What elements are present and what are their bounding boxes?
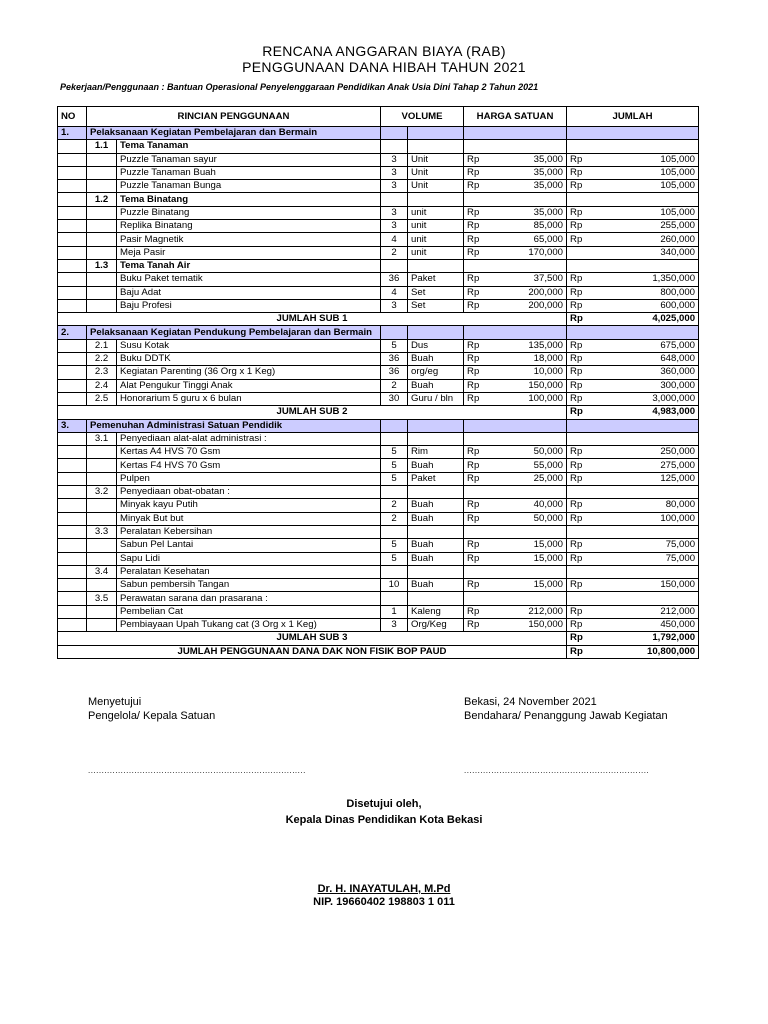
item-name: Replika Binatang: [117, 220, 381, 233]
section-title: Pelaksanaan Kegiatan Pendukung Pembelajaran dan Bermain: [87, 326, 381, 339]
table-row: [58, 273, 699, 286]
item-name: Kertas A4 HVS 70 Gsm: [117, 446, 381, 459]
item-price: 40,000: [508, 499, 567, 512]
item-qty: 4: [381, 233, 408, 246]
item-qty: 3: [381, 153, 408, 166]
section-title: Pemenuhan Administrasi Satuan Pendidik: [87, 419, 381, 432]
table-row: [58, 366, 699, 379]
table-row: [58, 246, 699, 259]
item-total: 212,000: [597, 605, 699, 618]
item-unit: Unit: [408, 153, 464, 166]
approved-by-label: Disetujui oleh,: [346, 798, 422, 810]
item-price: 37,500: [508, 273, 567, 286]
total-currency: Rp: [567, 618, 597, 631]
item-unit: Set: [408, 299, 464, 312]
total-currency: Rp: [567, 220, 597, 233]
group-title: Tema Binatang: [117, 193, 381, 206]
document-title: RENCANA ANGGARAN BIAYA (RAB): [262, 43, 506, 59]
total-currency: Rp: [567, 286, 597, 299]
item-qty: 5: [381, 552, 408, 565]
item-total: 800,000: [597, 286, 699, 299]
item-qty: 2: [381, 246, 408, 259]
section-number: 3.: [58, 419, 87, 432]
item-name: Honorarium 5 guru x 6 bulan: [117, 392, 381, 405]
item-total: 600,000: [597, 299, 699, 312]
total-currency: Rp: [567, 579, 597, 592]
table-row: [58, 512, 699, 525]
item-total: 100,000: [597, 512, 699, 525]
subtotal-row: [58, 313, 699, 326]
item-qty: 5: [381, 472, 408, 485]
item-name: Puzzle Tanaman Bunga: [117, 180, 381, 193]
item-name: Buku DDTK: [117, 353, 381, 366]
group-number: 3.4: [87, 565, 117, 578]
item-price: 100,000: [508, 392, 567, 405]
table-row: [58, 286, 699, 299]
item-name: Buku Paket tematik: [117, 273, 381, 286]
subtotal-label: JUMLAH SUB 1: [58, 313, 567, 326]
item-unit: Buah: [408, 552, 464, 565]
row-number: 2.4: [87, 379, 117, 392]
item-name: Puzzle Tanaman sayur: [117, 153, 381, 166]
total-currency: Rp: [567, 206, 597, 219]
price-currency: Rp: [464, 499, 508, 512]
total-currency: Rp: [567, 379, 597, 392]
section-header-row: [58, 127, 699, 140]
price-currency: Rp: [464, 353, 508, 366]
table-row: [58, 153, 699, 166]
total-currency: Rp: [567, 539, 597, 552]
subtotal-row: [58, 406, 699, 419]
section-number: 1.: [58, 127, 87, 140]
item-total: 250,000: [597, 446, 699, 459]
item-qty: 36: [381, 273, 408, 286]
item-unit: Buah: [408, 512, 464, 525]
item-name: Susu Kotak: [117, 339, 381, 352]
subtotal-value: 4,983,000: [597, 406, 699, 419]
item-unit: Buah: [408, 459, 464, 472]
col-header-no: NO: [58, 107, 87, 127]
group-number: 1.3: [87, 259, 117, 272]
item-total: 360,000: [597, 366, 699, 379]
item-total: 80,000: [597, 499, 699, 512]
group-title: Tema Tanah Air: [117, 259, 381, 272]
total-currency: Rp: [567, 392, 597, 405]
item-unit: Guru / bln: [408, 392, 464, 405]
total-currency: Rp: [567, 233, 597, 246]
item-qty: 3: [381, 206, 408, 219]
item-total: 260,000: [597, 233, 699, 246]
item-unit: Buah: [408, 379, 464, 392]
item-qty: 3: [381, 299, 408, 312]
item-name: Sabun Pel Lantai: [117, 539, 381, 552]
group-title: Peralatan Kebersihan: [117, 525, 381, 538]
grand-total-value: 10,800,000: [597, 645, 699, 658]
section-title: Pelaksanaan Kegiatan Pembelajaran dan Bermain: [87, 127, 381, 140]
total-currency: Rp: [567, 299, 597, 312]
item-unit: unit: [408, 233, 464, 246]
table-row: [58, 579, 699, 592]
total-currency: Rp: [567, 459, 597, 472]
item-qty: 3: [381, 166, 408, 179]
item-unit: Buah: [408, 353, 464, 366]
price-currency: Rp: [464, 446, 508, 459]
table-header-row: [58, 107, 699, 127]
item-name: Kegiatan Parenting (36 Org x 1 Keg): [117, 366, 381, 379]
item-price: 135,000: [508, 339, 567, 352]
group-number: 3.1: [87, 432, 117, 445]
subtotal-value: 1,792,000: [597, 632, 699, 645]
price-currency: Rp: [464, 246, 508, 259]
item-price: 200,000: [508, 286, 567, 299]
price-currency: Rp: [464, 605, 508, 618]
item-unit: Unit: [408, 180, 464, 193]
item-name: Pulpen: [117, 472, 381, 485]
group-title: Penyediaan obat-obatan :: [117, 486, 381, 499]
item-total: 340,000: [597, 246, 699, 259]
section-header-row: [58, 419, 699, 432]
table-row: [58, 180, 699, 193]
item-total: 3,000,000: [597, 392, 699, 405]
item-unit: unit: [408, 220, 464, 233]
item-total: 105,000: [597, 180, 699, 193]
total-currency: [567, 246, 597, 259]
table-row: [58, 206, 699, 219]
group-header-row: [58, 486, 699, 499]
item-total: 675,000: [597, 339, 699, 352]
group-title: Tema Tanaman: [117, 140, 381, 153]
subtotal-currency: Rp: [567, 632, 597, 645]
item-unit: Buah: [408, 499, 464, 512]
price-currency: Rp: [464, 166, 508, 179]
price-currency: Rp: [464, 539, 508, 552]
item-price: 170,000: [508, 246, 567, 259]
item-price: 15,000: [508, 539, 567, 552]
group-header-row: [58, 592, 699, 605]
item-total: 105,000: [597, 206, 699, 219]
item-qty: 5: [381, 339, 408, 352]
total-currency: Rp: [567, 366, 597, 379]
item-qty: 36: [381, 353, 408, 366]
price-currency: Rp: [464, 366, 508, 379]
total-currency: Rp: [567, 605, 597, 618]
item-name: Baju Adat: [117, 286, 381, 299]
item-unit: Buah: [408, 579, 464, 592]
item-total: 300,000: [597, 379, 699, 392]
total-currency: Rp: [567, 166, 597, 179]
section-number: 2.: [58, 326, 87, 339]
price-currency: Rp: [464, 618, 508, 631]
item-name: Pasir Magnetik: [117, 233, 381, 246]
item-unit: Kaleng: [408, 605, 464, 618]
item-qty: 1: [381, 605, 408, 618]
item-price: 15,000: [508, 552, 567, 565]
price-currency: Rp: [464, 180, 508, 193]
subtotal-value: 4,025,000: [597, 313, 699, 326]
item-qty: 4: [381, 286, 408, 299]
item-unit: unit: [408, 206, 464, 219]
signatory-role-left: Pengelola/ Kepala Satuan: [88, 710, 216, 722]
item-total: 75,000: [597, 552, 699, 565]
subtotal-row: [58, 632, 699, 645]
item-unit: Paket: [408, 472, 464, 485]
item-name: Sapu Lidi: [117, 552, 381, 565]
subtotal-currency: Rp: [567, 313, 597, 326]
item-qty: 36: [381, 366, 408, 379]
total-currency: Rp: [567, 499, 597, 512]
item-price: 65,000: [508, 233, 567, 246]
group-number: 3.3: [87, 525, 117, 538]
col-header-total: JUMLAH: [567, 107, 699, 127]
col-header-description: RINCIAN PENGGUNAAN: [87, 107, 381, 127]
total-currency: Rp: [567, 353, 597, 366]
item-price: 200,000: [508, 299, 567, 312]
table-row: [58, 605, 699, 618]
total-currency: Rp: [567, 472, 597, 485]
price-currency: Rp: [464, 299, 508, 312]
item-price: 85,000: [508, 220, 567, 233]
item-price: 150,000: [508, 379, 567, 392]
item-name: Baju Profesi: [117, 299, 381, 312]
total-currency: Rp: [567, 339, 597, 352]
price-currency: Rp: [464, 339, 508, 352]
item-qty: 30: [381, 392, 408, 405]
item-total: 105,000: [597, 153, 699, 166]
group-number: 3.2: [87, 486, 117, 499]
item-qty: 5: [381, 446, 408, 459]
approver-title: Kepala Dinas Pendidikan Kota Bekasi: [285, 814, 483, 826]
total-currency: Rp: [567, 180, 597, 193]
group-header-row: [58, 525, 699, 538]
approver-name: Dr. H. INAYATULAH, M.Pd: [317, 883, 451, 895]
item-total: 75,000: [597, 539, 699, 552]
price-currency: Rp: [464, 472, 508, 485]
table-row: [58, 220, 699, 233]
section-header-row: [58, 326, 699, 339]
table-row: [58, 499, 699, 512]
group-header-row: [58, 432, 699, 445]
subtotal-currency: Rp: [567, 406, 597, 419]
price-currency: Rp: [464, 459, 508, 472]
item-total: 275,000: [597, 459, 699, 472]
grand-total-label: JUMLAH PENGGUNAAN DANA DAK NON FISIK BOP PAUD: [58, 645, 567, 658]
total-currency: Rp: [567, 512, 597, 525]
table-row: [58, 233, 699, 246]
item-price: 35,000: [508, 180, 567, 193]
item-name: Puzzle Tanaman Buah: [117, 166, 381, 179]
item-price: 150,000: [508, 618, 567, 631]
signature-line-right: ....................................................................: [464, 766, 650, 775]
item-qty: 3: [381, 618, 408, 631]
item-price: 10,000: [508, 366, 567, 379]
price-currency: Rp: [464, 552, 508, 565]
group-header-row: [58, 259, 699, 272]
table-row: [58, 166, 699, 179]
item-unit: Buah: [408, 539, 464, 552]
item-total: 450,000: [597, 618, 699, 631]
group-header-row: [58, 140, 699, 153]
item-total: 648,000: [597, 353, 699, 366]
item-price: 50,000: [508, 446, 567, 459]
group-title: Perawatan sarana dan prasarana :: [117, 592, 381, 605]
col-header-unit-price: HARGA SATUAN: [464, 107, 567, 127]
group-header-row: [58, 193, 699, 206]
total-currency: Rp: [567, 153, 597, 166]
group-header-row: [58, 565, 699, 578]
price-currency: Rp: [464, 379, 508, 392]
item-name: Puzzle Binatang: [117, 206, 381, 219]
item-name: Meja Pasir: [117, 246, 381, 259]
row-number: 2.3: [87, 366, 117, 379]
item-price: 25,000: [508, 472, 567, 485]
item-qty: 2: [381, 512, 408, 525]
table-row: [58, 459, 699, 472]
total-currency: Rp: [567, 552, 597, 565]
group-number: 1.1: [87, 140, 117, 153]
table-row: [58, 552, 699, 565]
item-name: Minyak kayu Putih: [117, 499, 381, 512]
approver-nip: NIP. 19660402 198803 1 011: [313, 896, 455, 908]
row-number: 2.5: [87, 392, 117, 405]
row-number: 2.1: [87, 339, 117, 352]
price-currency: Rp: [464, 512, 508, 525]
group-title: Peralatan Kesehatan: [117, 565, 381, 578]
grand-total-row: [58, 645, 699, 658]
total-currency: Rp: [567, 273, 597, 286]
item-unit: Rim: [408, 446, 464, 459]
item-name: Minyak But but: [117, 512, 381, 525]
budget-table: [57, 106, 699, 659]
item-qty: 3: [381, 220, 408, 233]
signature-line-left: ................................................................................: [88, 766, 306, 775]
item-qty: 2: [381, 379, 408, 392]
item-price: 212,000: [508, 605, 567, 618]
item-qty: 5: [381, 459, 408, 472]
budget-table-body: [58, 127, 699, 659]
price-currency: Rp: [464, 233, 508, 246]
item-qty: 2: [381, 499, 408, 512]
col-header-volume: VOLUME: [381, 107, 464, 127]
item-qty: 3: [381, 180, 408, 193]
document-subtitle-year: PENGGUNAAN DANA HIBAH TAHUN 2021: [242, 59, 526, 75]
table-row: [58, 618, 699, 631]
item-total: 105,000: [597, 166, 699, 179]
item-price: 50,000: [508, 512, 567, 525]
item-name: Pembiayaan Upah Tukang cat (3 Org x 1 Keg): [117, 618, 381, 631]
price-currency: Rp: [464, 392, 508, 405]
item-unit: org/eg: [408, 366, 464, 379]
table-row: [58, 539, 699, 552]
price-currency: Rp: [464, 206, 508, 219]
item-name: Sabun pembersih Tangan: [117, 579, 381, 592]
row-number: 2.2: [87, 353, 117, 366]
work-description: Pekerjaan/Penggunaan : Bantuan Operasional Penyelenggaraan Pendidikan Anak Usia Dini Tahap 2 Tahun 2021: [60, 82, 539, 92]
table-row: [58, 299, 699, 312]
price-currency: Rp: [464, 220, 508, 233]
group-number: 3.5: [87, 592, 117, 605]
item-total: 150,000: [597, 579, 699, 592]
table-row: [58, 339, 699, 352]
item-unit: Org/Keg: [408, 618, 464, 631]
subtotal-label: JUMLAH SUB 3: [58, 632, 567, 645]
item-qty: 5: [381, 539, 408, 552]
item-qty: 10: [381, 579, 408, 592]
price-currency: Rp: [464, 286, 508, 299]
item-total: 1,350,000: [597, 273, 699, 286]
table-row: [58, 446, 699, 459]
item-price: 18,000: [508, 353, 567, 366]
item-unit: Dus: [408, 339, 464, 352]
item-price: 35,000: [508, 206, 567, 219]
item-unit: unit: [408, 246, 464, 259]
item-name: Pembelian Cat: [117, 605, 381, 618]
item-unit: Unit: [408, 166, 464, 179]
item-price: 55,000: [508, 459, 567, 472]
item-price: 15,000: [508, 579, 567, 592]
table-row: [58, 472, 699, 485]
item-price: 35,000: [508, 153, 567, 166]
item-total: 255,000: [597, 220, 699, 233]
table-row: [58, 392, 699, 405]
item-name: Alat Pengukur Tinggi Anak: [117, 379, 381, 392]
price-currency: Rp: [464, 153, 508, 166]
item-price: 35,000: [508, 166, 567, 179]
price-currency: Rp: [464, 579, 508, 592]
group-number: 1.2: [87, 193, 117, 206]
signatory-role-right: Bendahara/ Penanggung Jawab Kegiatan: [464, 710, 668, 722]
grand-total-currency: Rp: [567, 645, 597, 658]
total-currency: Rp: [567, 446, 597, 459]
price-currency: Rp: [464, 273, 508, 286]
item-total: 125,000: [597, 472, 699, 485]
item-unit: Paket: [408, 273, 464, 286]
item-name: Kertas F4 HVS 70 Gsm: [117, 459, 381, 472]
approval-label-left: Menyetujui: [88, 696, 142, 708]
place-date: Bekasi, 24 November 2021: [464, 696, 597, 708]
group-title: Penyediaan alat-alat administrasi :: [117, 432, 381, 445]
table-row: [58, 353, 699, 366]
item-unit: Set: [408, 286, 464, 299]
subtotal-label: JUMLAH SUB 2: [58, 406, 567, 419]
table-row: [58, 379, 699, 392]
